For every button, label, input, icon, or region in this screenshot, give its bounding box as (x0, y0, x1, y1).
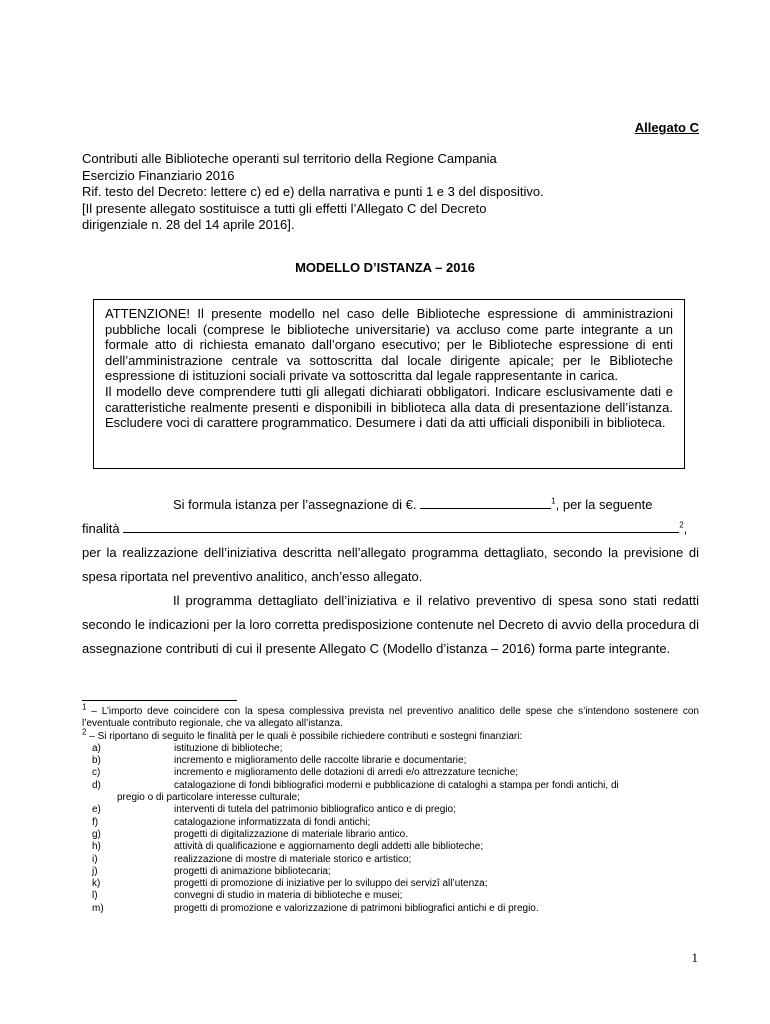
footnote-text: – L’importo deve coincidere con la spesa complessiva prevista nel preventivo analitico delle spese che s’intendono sostenere con l’eventuale contributo regionale, che va allegato all’istanza. (82, 706, 699, 730)
footnote-number: 2 (82, 727, 87, 737)
request-text: Si formula istanza per l’assegnazione di €. (173, 497, 417, 512)
item-label: m) (92, 902, 104, 914)
item-text: realizzazione di mostre di materiale storico e artistico; (174, 853, 412, 865)
item-label: h) (92, 841, 101, 853)
list-item (82, 890, 699, 902)
list-item (82, 878, 699, 890)
warning-box (93, 299, 685, 469)
warning-paragraph: ATTENZIONE! Il presente modello nel caso delle Biblioteche espressione di amministrazioni pubbliche locali (comprese le biblioteche universitarie) va accluso come parte integrante a un formale atto di richiesta emanato dall’organo esecutivo; per le Biblioteche espressione di enti dell’amministrazione centrale va sottoscritta dal locale dirigente apicale; per le Biblioteche espressione di istituzioni sociali private va sottoscritta dal legale rappresentante in carica. (105, 306, 673, 384)
item-label: b) (92, 755, 101, 767)
intro-line: Contributi alle Biblioteche operanti sul territorio della Regione Campania (82, 151, 497, 166)
intro-block (82, 151, 702, 234)
list-item (82, 854, 699, 866)
item-text: interventi di tutela del patrimonio bibliografico antico e di pregio; (174, 804, 456, 816)
intro-line: Esercizio Finanziario 2016 (82, 167, 235, 183)
item-label: f) (92, 816, 99, 828)
item-text: catalogazione di fondi bibliografici moderni e pubblicazione di cataloghi a stampa per fondi antichi, di (174, 779, 619, 791)
attachment-label: Allegato C (634, 120, 699, 135)
list-item (82, 841, 699, 853)
footnote-2 (82, 727, 699, 743)
item-text: catalogazione informatizzata di fondi antichi; (174, 816, 371, 828)
intro-line: dirigenziale n. 28 del 14 aprile 2016]. (82, 217, 295, 232)
list-item (82, 829, 699, 841)
list-item (82, 817, 699, 829)
footnote-ref: 1 (551, 496, 556, 506)
footnote-number: 1 (82, 702, 87, 712)
intro-line: Rif. testo del Decreto: lettere c) ed e) della narrativa e punti 1 e 3 del dispositivo. (82, 184, 544, 199)
item-text: progetti di promozione e valorizzazione di patrimoni bibliografici antichi e di pregio. (174, 902, 539, 914)
item-label: i) (92, 853, 98, 865)
realization-paragraph: per la realizzazione dell’iniziativa descritta nell’allegato programma dettagliato, secondo la previsione di spesa riportata nel preventivo analitico, anch’esso allegato. (82, 545, 699, 584)
item-text: attività di qualificazione e aggiornamento degli addetti alle biblioteche; (174, 841, 484, 853)
list-item (82, 755, 699, 767)
purpose-blank (123, 520, 679, 533)
item-label: a) (92, 742, 101, 754)
item-text: progetti di promozione di iniziative per lo sviluppo dei servizî all’utenza; (174, 878, 488, 890)
item-text: istituzione di biblioteche; (174, 742, 283, 754)
list-item (82, 804, 699, 816)
document-title: MODELLO D’ISTANZA – 2016 (295, 260, 475, 275)
item-text: convegni di studio in materia di biblioteche e musei; (174, 890, 403, 902)
purpose-line (82, 517, 699, 541)
footnotes (82, 702, 699, 915)
item-label: g) (92, 828, 101, 840)
list-item (82, 767, 699, 779)
footnote-1 (82, 702, 699, 731)
item-label: d) (92, 779, 101, 791)
item-text: progetti di animazione bibliotecaria; (174, 865, 331, 877)
list-item (82, 866, 699, 878)
body-text (82, 493, 699, 661)
item-text: incremento e miglioramento delle raccolte librarie e documentarie; (174, 755, 467, 767)
list-item (82, 743, 699, 755)
list-item (82, 903, 699, 915)
program-paragraph: Il programma dettagliato dell’iniziativa e il relativo preventivo di spesa sono stati redatti secondo le indicazioni per la loro corretta predisposizione contenute nel Decreto di avvio della procedura di assegnazione contributi di cui il presente Allegato C (Modello d’istanza – 2016) forma parte integrante. (82, 593, 699, 656)
footnote-text: – Si riportano di seguito le finalità per le quali è possibile richiedere contributi e sostegni finanziari: (86, 730, 523, 742)
item-label: e) (92, 804, 101, 816)
request-text: , per la seguente (555, 497, 653, 512)
item-label: j) (92, 865, 98, 877)
footnote-ref: 2 (679, 520, 684, 530)
item-label: l) (92, 890, 98, 902)
request-paragraph (82, 493, 699, 517)
item-label: c) (92, 767, 101, 779)
punctuation: , (683, 521, 688, 536)
footnote-divider (82, 700, 237, 701)
intro-line: [Il presente allegato sostituisce a tutti gli effetti l’Allegato C del Decreto (82, 200, 487, 216)
warning-paragraph: Il modello deve comprendere tutti gli allegati dichiarati obbligatori. Indicare esclusivamente dati e caratteristiche realmente presenti e disponibili in biblioteca alla data di presentazione dell’istanza. Escludere voci di carattere programmatico. Desumere i dati da atti ufficiali disponibili in biblioteca. (105, 383, 673, 431)
item-text-continued: pregio o di particolare interesse culturale; (117, 792, 300, 804)
list-item (82, 780, 699, 805)
item-text: incremento e miglioramento delle dotazioni di arredi e/o attrezzature tecniche; (174, 767, 519, 779)
item-text: progetti di digitalizzazione di materiale librario antico. (174, 828, 409, 840)
purpose-list (82, 743, 699, 915)
amount-blank (420, 496, 551, 509)
purpose-label: finalità (82, 521, 120, 536)
item-label: k) (92, 878, 101, 890)
page-number: 1 (691, 950, 698, 965)
